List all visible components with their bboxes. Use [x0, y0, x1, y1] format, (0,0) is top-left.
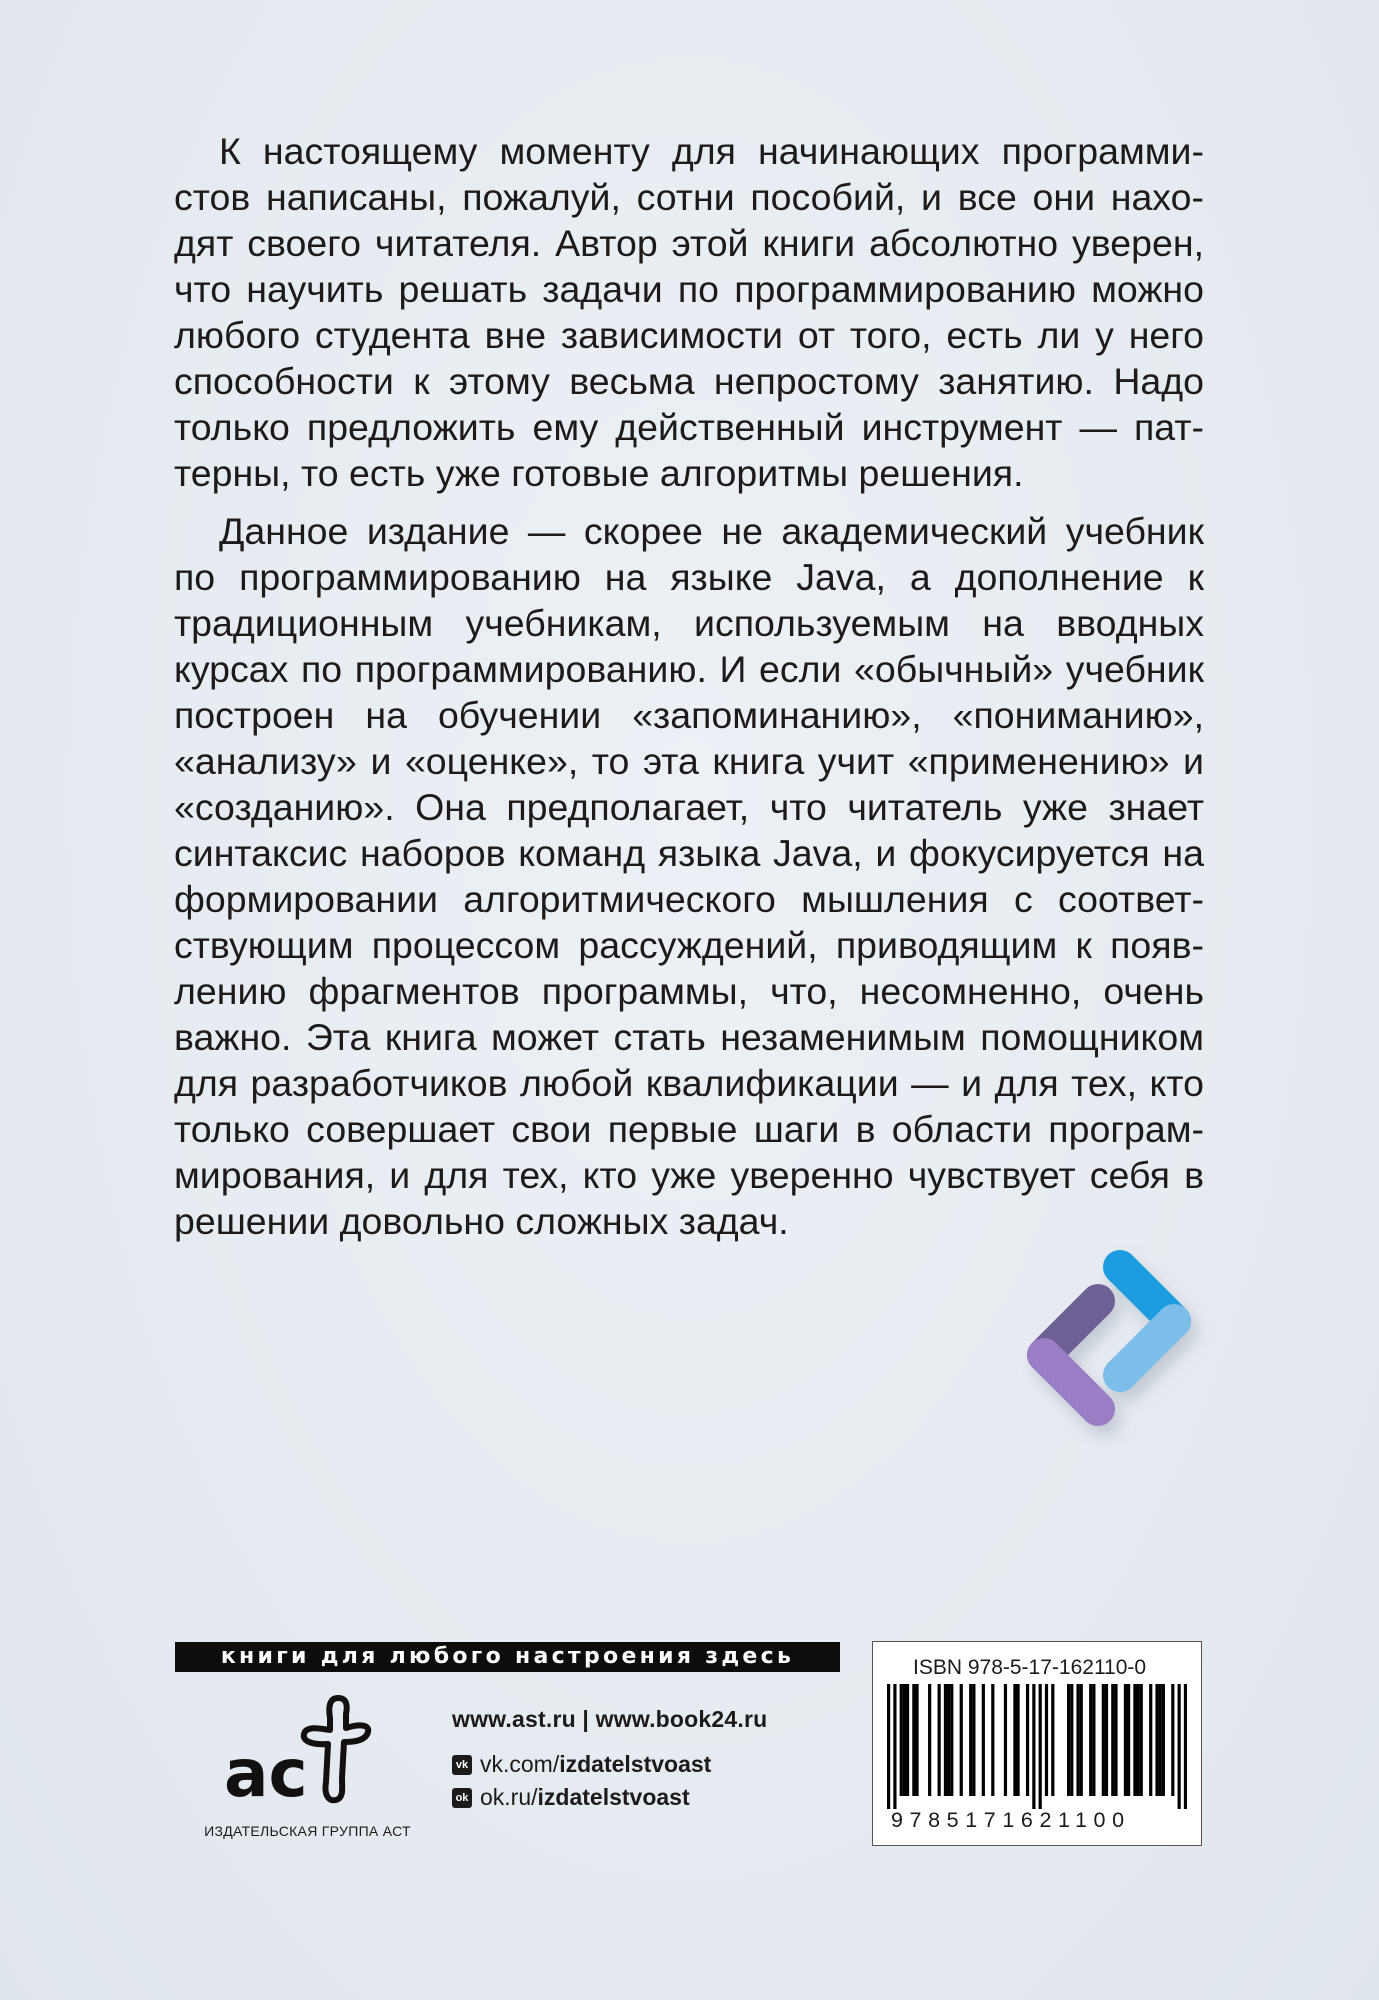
- barcode-bar: [1102, 1684, 1105, 1796]
- barcode-bar: [1092, 1684, 1095, 1796]
- isbn-barcode-box: [872, 1641, 1202, 1846]
- barcode-bar: [1016, 1684, 1019, 1796]
- barcode-bar: [950, 1684, 953, 1796]
- back-cover-blurb: [174, 128, 1204, 1244]
- barcode-bar: [1039, 1684, 1042, 1809]
- barcode-bar: [1159, 1684, 1162, 1796]
- vk-prefix: vk.com/: [480, 1751, 560, 1777]
- barcode-bar: [1076, 1684, 1079, 1796]
- barcode-bar: [900, 1684, 903, 1796]
- barcode-bar: [906, 1684, 909, 1796]
- barcode: [887, 1684, 1187, 1809]
- barcode-bar: [1140, 1684, 1143, 1796]
- barcode-bar: [972, 1684, 975, 1796]
- blurb-paragraph-2: Данное издание — скорее не академический учебник по программированию на языке Java, а дополнение к традиционным учебникам, используемым на вводных курсах по программированию. И если «обычный» учебник построен на обучении «запоминанию», «пониманию», «анализу» и «оценке», то эта книга учит «применению» и «созданию». Она предполагает, что читатель уже знает синтаксис наборов команд языка Java, и фокусируется на формировании алгоритмического мышления с соответствующим процессом рассуждений, приводящим к появлению фрагментов программы, что, несомненно, очень важно. Эта книга может стать незаменимым помощником для разработчиков любой квалификации — и для тех, кто только совершает свои первые шаги в области программирования, и для тех, кто уже уверенно чувствует себя в решении довольно сложных задач.: [174, 510, 1204, 1242]
- barcode-bar: [1105, 1684, 1108, 1796]
- website-links[interactable]: www.ast.ru | www.book24.ru: [452, 1706, 768, 1732]
- isbn-label: ISBN 978-5-17-162110-0: [913, 1656, 1147, 1679]
- barcode-digits: 9785171621100: [891, 1808, 1131, 1832]
- barcode-bar: [991, 1684, 994, 1796]
- barcode-bar: [1004, 1684, 1007, 1796]
- barcode-bar: [1051, 1684, 1054, 1796]
- barcode-bar: [915, 1684, 918, 1796]
- barcode-bar: [1114, 1684, 1117, 1796]
- barcode-bar: [928, 1684, 931, 1796]
- ok-prefix: ok.ru/: [480, 1784, 538, 1810]
- barcode-bar: [887, 1684, 890, 1809]
- barcode-bar: [1162, 1684, 1165, 1796]
- barcode-bar: [1136, 1684, 1139, 1796]
- ast-logo-letters: ac: [224, 1735, 308, 1810]
- ast-logo-icon: [218, 1690, 393, 1810]
- barcode-bar: [969, 1684, 972, 1796]
- publisher-links: [452, 1706, 767, 1811]
- barcode-bar: [1067, 1684, 1070, 1796]
- barcode-bar: [1155, 1684, 1158, 1796]
- code-brackets-logo-icon: [1020, 1245, 1220, 1445]
- barcode-bar: [938, 1684, 941, 1796]
- tagline-banner: книги для любого настроения здесь: [175, 1642, 840, 1672]
- barcode-bar: [982, 1684, 985, 1796]
- barcode-bar: [1124, 1684, 1127, 1796]
- ok-link[interactable]: [452, 1784, 767, 1811]
- barcode-bar: [1080, 1684, 1083, 1796]
- barcode-bar: [1013, 1684, 1016, 1796]
- barcode-bar: [903, 1684, 906, 1796]
- barcode-bar: [947, 1684, 950, 1796]
- vk-icon: vk: [452, 1755, 472, 1775]
- barcode-bar: [1026, 1684, 1029, 1796]
- blurb-paragraph-1: К настоящему моменту для начинающих программистов написаны, пожалуй, сотни пособий, и все они находят своего читателя. Автор этой книги абсолютно уверен, что научить решать задачи по программированию можно любого студента вне зависимости от того, есть ли у него способности к этому весьма непростому занятию. Надо только предложить ему действенный инструмент — паттерны, то есть уже готовые алгоритмы решения.: [174, 130, 1204, 494]
- barcode-bar: [1045, 1684, 1048, 1796]
- barcode-bar: [944, 1684, 947, 1796]
- barcode-bar: [1127, 1684, 1130, 1796]
- barcode-bar: [1111, 1684, 1114, 1796]
- barcode-bar: [912, 1684, 915, 1796]
- barcode-bar: [1178, 1684, 1181, 1809]
- barcode-bar: [1133, 1684, 1136, 1796]
- barcode-bar: [960, 1684, 963, 1796]
- vk-handle: izdatelstvoast: [559, 1751, 712, 1777]
- barcode-bar: [1184, 1684, 1187, 1809]
- publisher-name: ИЗДАТЕЛЬСКАЯ ГРУППА АСТ: [204, 1823, 411, 1839]
- barcode-bar: [1070, 1684, 1073, 1796]
- ok-handle: izdatelstvoast: [537, 1784, 690, 1810]
- ok-icon: ok: [452, 1788, 472, 1808]
- barcode-bar: [1032, 1684, 1035, 1809]
- barcode-bar: [1171, 1684, 1174, 1796]
- barcode-bar: [1149, 1684, 1152, 1796]
- vk-link[interactable]: [452, 1751, 767, 1778]
- barcode-bar: [1089, 1684, 1092, 1796]
- barcode-bar: [893, 1684, 896, 1809]
